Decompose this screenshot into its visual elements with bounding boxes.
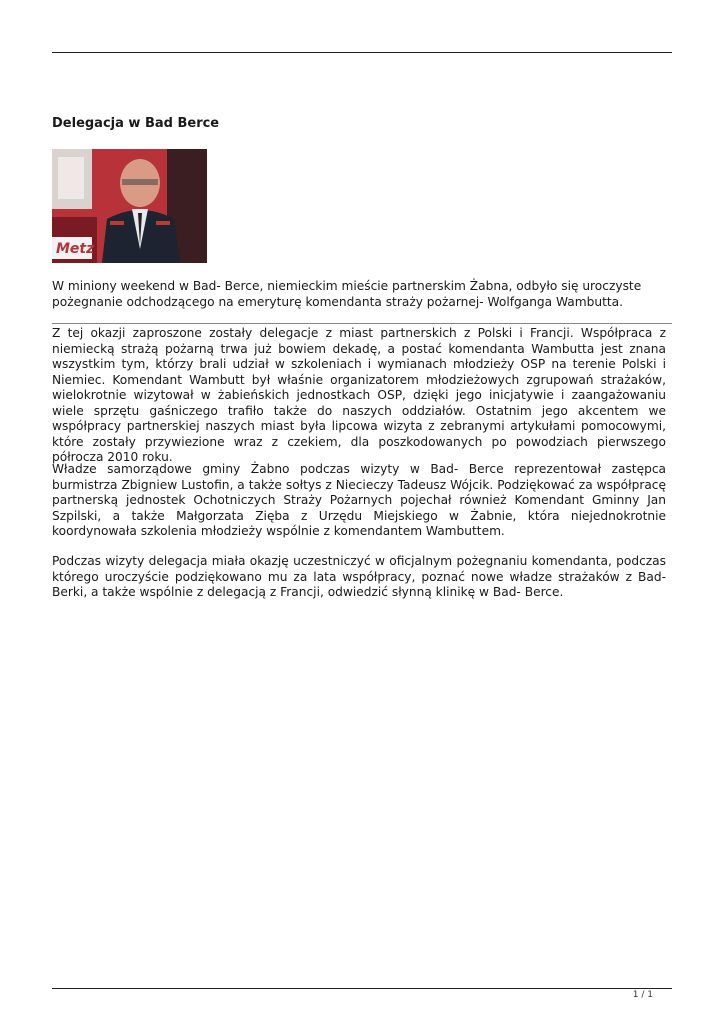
header-rule: [52, 52, 672, 53]
section-divider: [52, 323, 672, 324]
paragraph-4: Podczas wizyty delegacja miała okazję uczestniczyć w oficjalnym pożegnaniu komendanta, podczas którego uroczyście podziękowano mu za lata współpracy, poznać nowe władze strażaków z Bad-Berki, a także wspólnie z delegacją z Francji, odwiedzić słynną klinikę w Bad- Berce.: [52, 554, 666, 599]
portrait-photo-icon: [52, 149, 207, 263]
paragraph-1: W miniony weekend w Bad- Berce, niemieckim mieście partnerskim Żabna, odbyło się uroczyste pożegnanie odchodzącego na emeryturę komendanta straży pożarnej- Wolfganga Wambutta.: [52, 279, 642, 309]
article-title: Delegacja w Bad Berce: [52, 116, 220, 131]
paragraph-2: Z tej okazji zaproszone zostały delegacje z miast partnerskich z Polski i Francji. Współpraca z niemiecką strażą pożarną trwa już bowiem dekadę, a postać komendanta Wambutta jest znana wszystkim tym, którzy brali udział w szkoleniach i wymianach młodzieży OSP na terenie Polski i Niemiec. Komendant Wambutt był właśnie organizatorem młodzieżowych zgrupowań strażaków, wielokrotnie wizytował w żabieńskich jednostkach OSP, dzięki jego inicjatywie i zaangażowaniu wiele sprzętu gaśniczego trafiło także do naszych oddziałów. Ostatnim jego akcentem we współpracy partnerskiej naszych miast była lipcowa wizyta z zebranymi artykułami pomocowymi, które zostały przywiezione wraz z czekiem, dla poszkodowanych po powodziach pierwszego półrocza 2010 roku.: [52, 326, 666, 464]
footer-rule: [52, 988, 672, 989]
paragraph-3: Władze samorządowe gminy Żabno podczas wizyty w Bad- Berce reprezentował zastępca burmistrza Zbigniew Lustofin, a także sołtys z Niecieczy Tadeusz Wójcik. Podziękować za współpracę partnerską jednostek Ochotniczych Straży Pożarnych pojechał również Komendant Gminny Jan Szpilski, a także Małgorzata Zięba z Urzędu Miejskiego w Żabnie, która niejednokrotnie koordynowała szkolenia młodzieży wspólnie z komendantem Wambuttem.: [52, 462, 666, 538]
svg-text:Metz: Metz: [56, 241, 95, 257]
page-number: 1 / 1: [632, 990, 653, 1000]
